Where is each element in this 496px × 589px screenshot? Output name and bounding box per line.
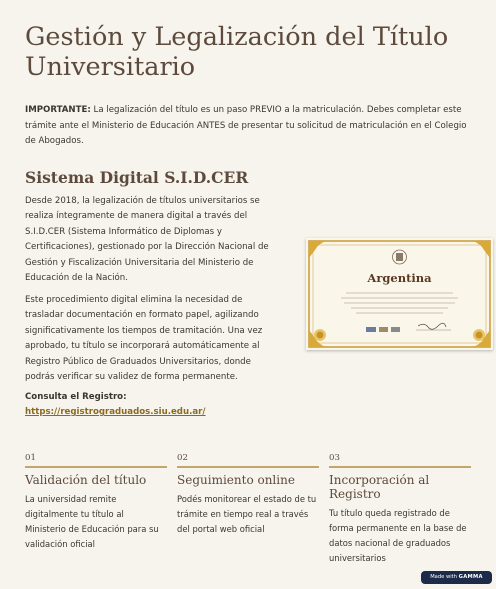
step-description: La universidad remite digitalmente tu título al Ministerio de Educación para su validación oficial <box>25 494 159 549</box>
certificate-country-name: Argentina <box>367 271 432 285</box>
certificate-image <box>306 238 493 350</box>
section-title: Sistema Digital S.I.D.CER <box>25 168 249 187</box>
important-label: IMPORTANTE: <box>25 105 91 115</box>
step-2 <box>177 453 319 537</box>
step-1 <box>25 453 167 552</box>
step-number: 03 <box>329 453 340 463</box>
registry-link[interactable]: https://registrograduados.siu.edu.ar/ <box>25 407 206 417</box>
step-title: Validación del título <box>25 473 147 487</box>
made-with-gamma-badge[interactable] <box>421 571 492 584</box>
badge-brand: GAMMA <box>458 574 483 580</box>
step-divider <box>25 466 167 468</box>
page-title: Gestión y Legalización del Título Universitario <box>25 22 449 82</box>
important-notice <box>25 103 473 150</box>
step-3 <box>329 453 471 566</box>
section-paragraph-2: Este procedimiento digital elimina la necesidad de trasladar documentación en formato papel, agilizando significativamente los tiempos de tramitación. Una vez aprobado, tu título se incorporará automáticamente al Registro Público de Graduados Universitarios, donde podrás verificar su validez de forma permanente. <box>25 295 263 383</box>
step-description: Tu título queda registrado de forma permanente en la base de datos nacional de graduados universitarios <box>329 508 467 563</box>
step-number: 01 <box>25 453 36 463</box>
step-title: Incorporación al Registro <box>329 473 430 501</box>
certificate-frame <box>306 238 493 350</box>
badge-prefix: Made with <box>430 574 459 580</box>
step-divider <box>177 466 319 468</box>
section-paragraph-1: Desde 2018, la legalización de títulos universitarios se realiza íntegramente de manera digital a través del S.I.D.CER (Sistema Informático de Diplomas y Certificaciones), gestionado por la Dirección Nacional de Gestión y Fiscalización Universitaria del Ministerio de Educación de la Nación. <box>25 196 269 284</box>
important-text: La legalización del título es un paso PREVIO a la matriculación. Debes completar este trámite ante el Ministerio de Educación ANTES de presentar tu solicitud de matriculación en el Colegio de Abogados. <box>25 105 467 146</box>
step-description: Podés monitorear el estado de tu trámite en tiempo real a través del portal web oficial <box>177 494 317 534</box>
step-number: 02 <box>177 453 188 463</box>
step-divider <box>329 466 471 468</box>
registry-label: Consulta el Registro: <box>25 392 127 402</box>
step-title: Seguimiento online <box>177 473 295 487</box>
